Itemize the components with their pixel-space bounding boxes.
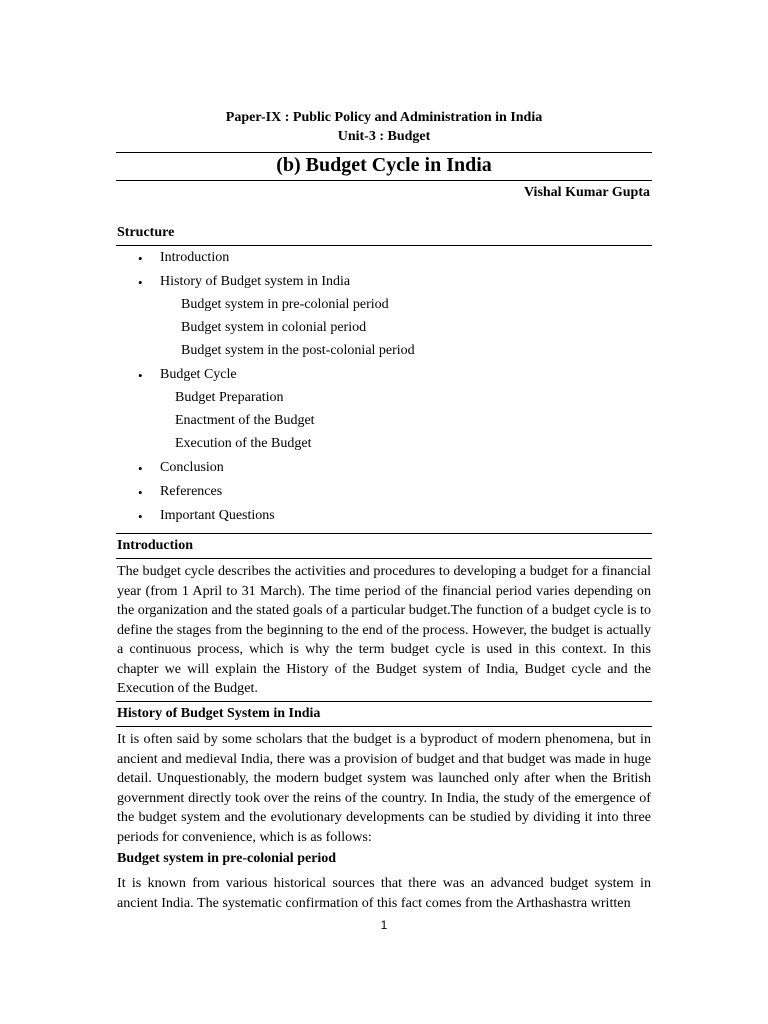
- title-rule-top: [116, 152, 652, 153]
- introduction-heading: Introduction: [117, 538, 193, 553]
- title-rule-bottom: [116, 180, 652, 181]
- structure-item-history: History of Budget system in India: [160, 274, 351, 289]
- structure-item-questions: Important Questions: [160, 508, 275, 523]
- document-title: (b) Budget Cycle in India: [276, 154, 492, 176]
- bullet-glyph: •: [138, 251, 143, 266]
- unit-title: Unit-3 : Budget: [337, 129, 431, 144]
- structure-item-conclusion: Conclusion: [160, 460, 224, 475]
- structure-heading: Structure: [117, 225, 175, 240]
- history-paragraph: It is often said by some scholars that the budget is a byproduct of modern phenomena, but in ancient and medieval India, there was a provision of budget and that budget was made in huge detail. Unquestionably, the modern budget system was launched only after when the British government directly took over the reins of the country. In India, the study of the emergence of the budget system and the evolutionary developments can be studied by dividing it into three periods for convenience, which is as follows:: [117, 731, 651, 845]
- paper-title: Paper-IX : Public Policy and Administration in India: [225, 110, 543, 125]
- section-rule: [116, 558, 652, 559]
- bullet-glyph: •: [138, 275, 143, 290]
- structure-rule: [116, 245, 652, 246]
- structure-subitem: Execution of the Budget: [175, 436, 312, 451]
- section-rule: [116, 726, 652, 727]
- bullet-glyph: •: [138, 368, 143, 383]
- structure-subitem: Budget Preparation: [175, 390, 284, 405]
- structure-subitem: Budget system in colonial period: [181, 320, 367, 335]
- page-number: 1: [380, 918, 388, 932]
- introduction-paragraph: The budget cycle describes the activities and procedures to developing a budget for a financial year (from 1 April to 31 March). The time period of the financial period varies depending on the organization and the stated goals of a particular budget.The function of a budget cycle is to define the stages from the beginning to the end of the process. However, the budget is actually a continuous process, which is why the term budget cycle is used in this context. In this chapter we will explain the History of the Budget system of India, Budget cycle and the Execution of the Budget.: [117, 563, 651, 696]
- pre-colonial-paragraph: It is known from various historical sources that there was an advanced budget system in ancient India. The systematic confirmation of this fact comes from the Arthashastra written: [117, 875, 651, 911]
- section-rule: [116, 701, 652, 702]
- bullet-glyph: •: [138, 509, 143, 524]
- pre-colonial-heading: Budget system in pre-colonial period: [117, 851, 337, 866]
- structure-item-budget-cycle: Budget Cycle: [160, 367, 237, 382]
- structure-subitem: Budget system in pre-colonial period: [181, 297, 389, 312]
- structure-item-references: References: [160, 484, 223, 499]
- structure-subitem: Budget system in the post-colonial period: [181, 343, 415, 358]
- history-heading: History of Budget System in India: [117, 706, 321, 721]
- bullet-glyph: •: [138, 485, 143, 500]
- structure-subitem: Enactment of the Budget: [175, 413, 315, 428]
- bullet-glyph: •: [138, 461, 143, 476]
- author-name: Vishal Kumar Gupta: [523, 185, 650, 200]
- structure-item-introduction: Introduction: [160, 250, 230, 265]
- section-rule: [116, 533, 652, 534]
